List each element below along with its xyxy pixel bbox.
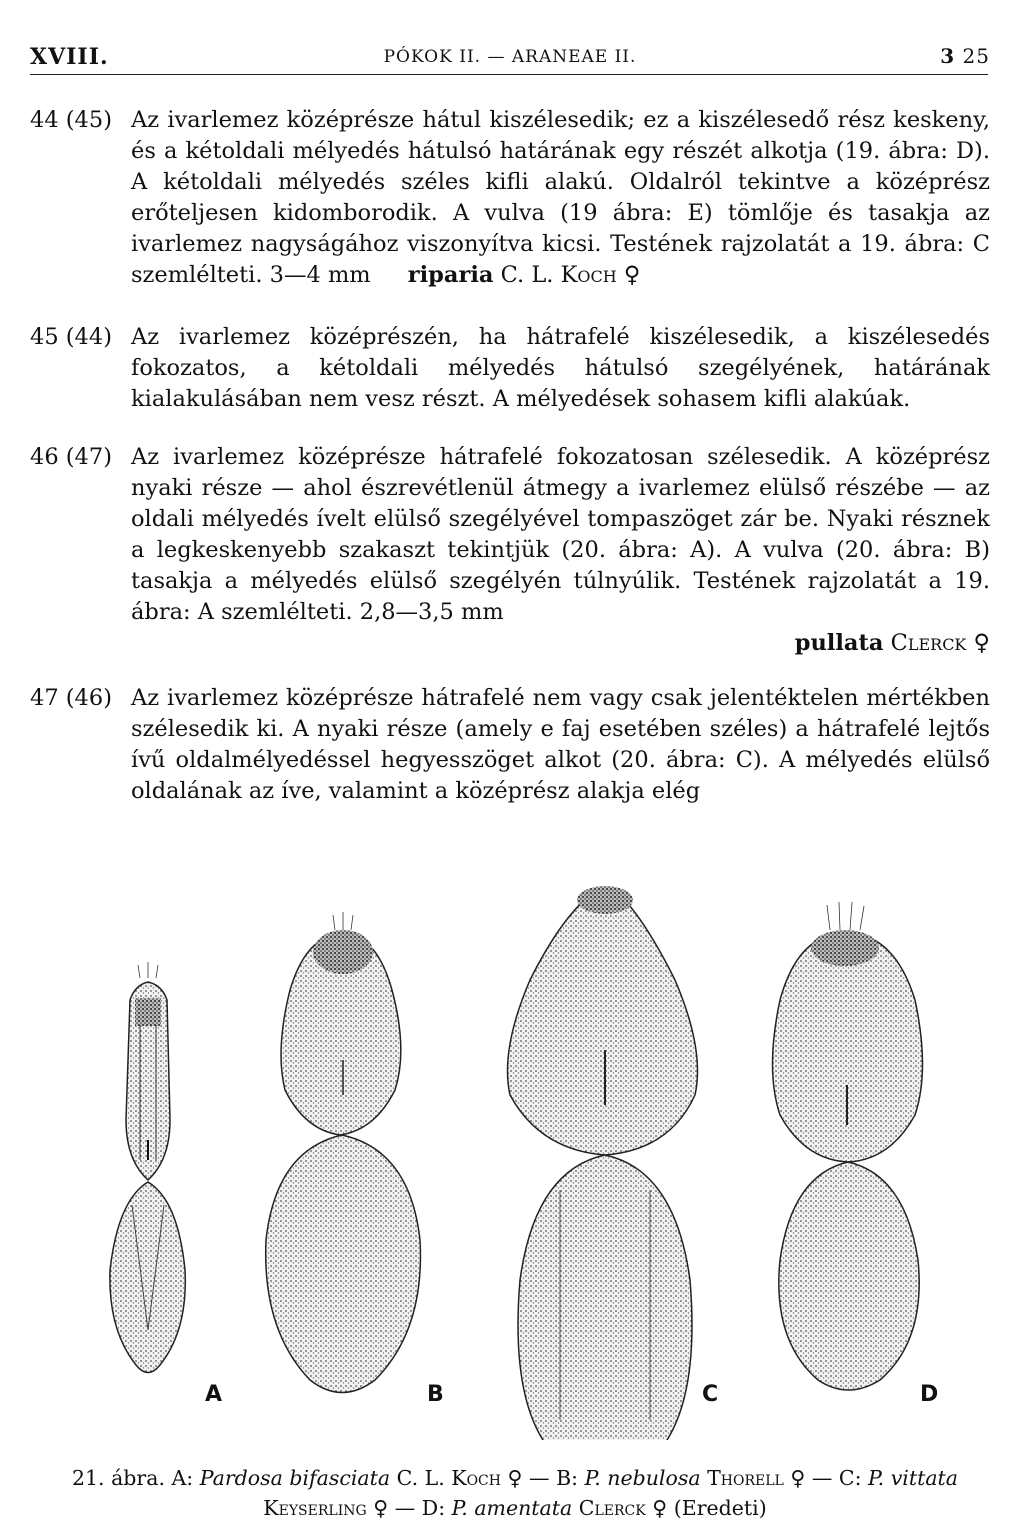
spider-d-drawing [773, 902, 923, 1390]
figure-label-d: D [920, 1382, 939, 1407]
spider-c-drawing [508, 886, 698, 1440]
spider-a-drawing [110, 962, 185, 1373]
running-title: PÓKOK II. — ARANEAE II. [383, 47, 637, 67]
key-entry-44 [30, 105, 990, 291]
species-name: pullata Clerck ♀ [794, 630, 990, 656]
figure-label-a: A [205, 1382, 223, 1407]
figure-label-b: B [427, 1382, 444, 1407]
volume-number: XVIII. [30, 44, 109, 70]
entry-number: 46 (47) [30, 444, 112, 470]
entry-number: 47 (46) [30, 685, 112, 711]
spider-illustrations [90, 860, 980, 1440]
entry-number: 45 (44) [30, 324, 112, 350]
key-entry-46 [30, 442, 990, 659]
figure-label-c: C [702, 1382, 719, 1407]
page-header [30, 44, 990, 74]
entry-text: Az ivarlemez középrésze hátrafelé nem vagy csak jelentéktelen mértékben szélesedik ki. A nyaki része (amely e faj esetében széles) a hátrafelé lejtős ívű oldalmélyedéssel hegyesszöget alkot (20. ábra: C). A mélyedés elülső oldalának az íve, valamint a középrész alakja elég [131, 685, 990, 804]
entry-text: Az ivarlemez középrésze hátul kiszélesedik; ez a kiszélesedő rész keskeny, és a kétoldali mélyedés hátulsó határának egy részét alkotja (19. ábra: D). A kétoldali mélyedés széles kifli alakú. Oldalról tekintve a középrész erőteljesen kidomborodik. A vulva (19 ábra: E) tömlője és tasakja az ivarlemez nagyságához viszonyítva kicsi. Testének rajzolatát a 19. ábra: C szemlélteti. 3—4 mm riparia C. L. Koch ♀ [131, 107, 990, 288]
page-number: 3 25 [940, 44, 990, 68]
figure-caption: 21. ábra. A: Pardosa bifasciata C. L. Koch ♀ — B: P. nebulosa Thorell ♀ — C: P. vittata Keyserling ♀ — D: P. amentata Clerck ♀ (Eredeti) [71, 1466, 959, 1520]
entry-text: Az ivarlemez középrészén, ha hátrafelé kiszélesedik, a kiszélesedés fokozatos, a kétoldali mélyedés hátulsó szegélyének, határának kialakulásában nem vesz részt. A mélyedések sohasem kifli alakúak. [131, 324, 990, 412]
entry-number: 44 (45) [30, 107, 112, 133]
species-name: riparia C. L. Koch ♀ [407, 262, 641, 288]
entry-text: Az ivarlemez középrésze hátrafelé fokozatosan szélesedik. A középrész nyaki része — ahol észrevétlenül átmegy a ivarlemez elülső részébe — az oldali mélyedés ívelt elülső szegélyével tompaszöget zár be. Nyaki résznek a legkeskenyebb szakaszt tekintjük (20. ábra: A). A vulva (20. ábra: B) tasakja a mélyedés elülső szegélyén túlnyúlik. Testének rajzolatát a 19. ábra: A szemlélteti. 2,8—3,5 mm pullata Clerck ♀ [131, 442, 990, 659]
key-entry-47 [30, 683, 990, 807]
key-entry-45 [30, 322, 990, 415]
figure-21 [90, 860, 980, 1440]
header-rule [30, 74, 988, 75]
spider-b-drawing [266, 912, 421, 1393]
